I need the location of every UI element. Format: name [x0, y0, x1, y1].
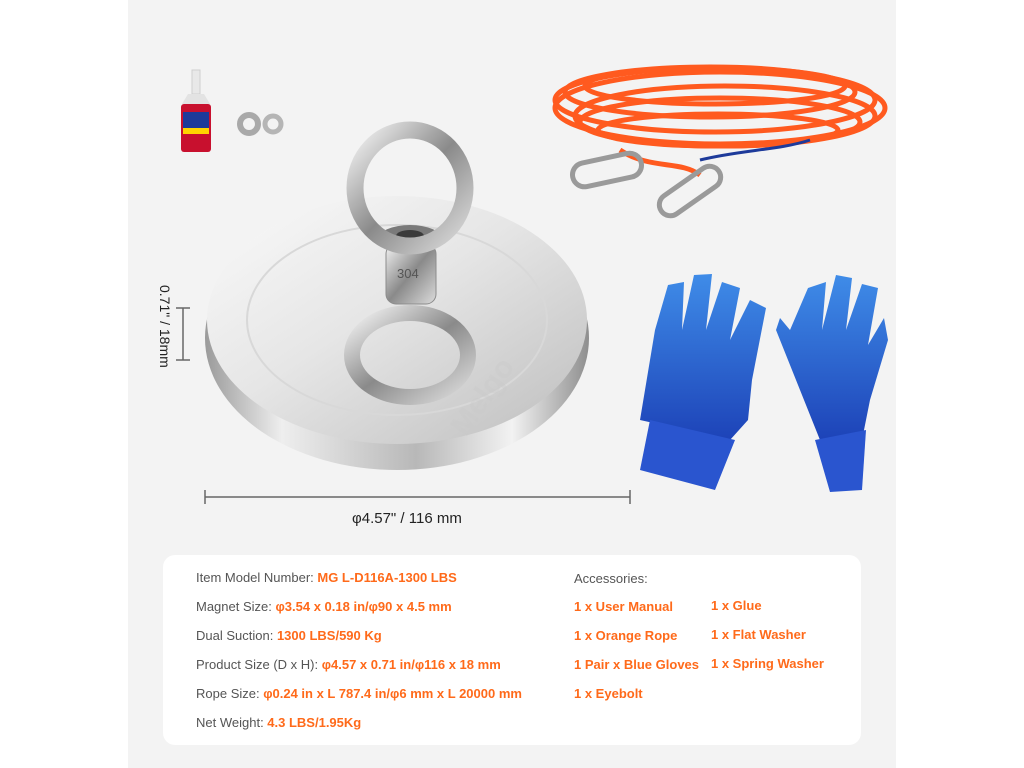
spec-value: 1300 LBS/590 Kg	[276, 628, 382, 643]
spec-label: Product Size (D x H):	[196, 657, 322, 672]
spec-row-dual-suction	[196, 628, 382, 643]
spec-value: φ4.57 x 0.71 in/φ116 x 18 mm	[321, 657, 501, 672]
accessory-glue: 1 x Glue	[711, 598, 762, 613]
spec-row-net-weight	[196, 715, 361, 730]
spec-label: Rope Size:	[196, 686, 264, 701]
washer-icon	[240, 115, 281, 133]
diameter-dimension-label: φ4.57" / 116 mm	[352, 510, 462, 527]
blue-gloves-image	[640, 274, 888, 492]
accessory-flat-washer: 1 x Flat Washer	[711, 627, 806, 642]
spec-row-magnet-size	[196, 599, 452, 614]
magnet-image	[205, 130, 589, 470]
accessory-orange-rope: 1 x Orange Rope	[574, 628, 678, 643]
glue-bottle-icon	[181, 70, 211, 152]
spec-value: φ3.54 x 0.18 in/φ90 x 4.5 mm	[275, 599, 452, 614]
spec-row-rope-size	[196, 686, 522, 701]
accessory-blue-gloves: 1 Pair x Blue Gloves	[574, 657, 700, 672]
height-dimension-line	[176, 308, 190, 360]
spec-label: Magnet Size:	[196, 599, 276, 614]
spec-row-model	[196, 570, 457, 585]
height-dimension-label: 0.71" / 18mm	[157, 285, 173, 368]
accessories-title: Accessories:	[574, 571, 648, 586]
spec-label: Net Weight:	[196, 715, 268, 730]
spec-value: 4.3 LBS/1.95Kg	[267, 715, 362, 730]
accessory-spring-washer: 1 x Spring Washer	[711, 656, 824, 671]
accessory-user-manual: 1 x User Manual	[574, 599, 673, 614]
diameter-dimension-line	[205, 490, 630, 504]
eyebolt-marking: 304	[397, 266, 419, 281]
spec-card	[163, 555, 861, 745]
spec-label: Dual Suction:	[196, 628, 277, 643]
accessory-eyebolt: 1 x Eyebolt	[574, 686, 643, 701]
spec-value: MG L-D116A-1300 LBS	[317, 570, 457, 585]
watermark: Melgo	[444, 351, 522, 442]
spec-value: φ0.24 in x L 787.4 in/φ6 mm x L 20000 mm	[263, 686, 522, 701]
spec-label: Item Model Number:	[196, 570, 318, 585]
spec-row-product-size	[196, 657, 501, 672]
